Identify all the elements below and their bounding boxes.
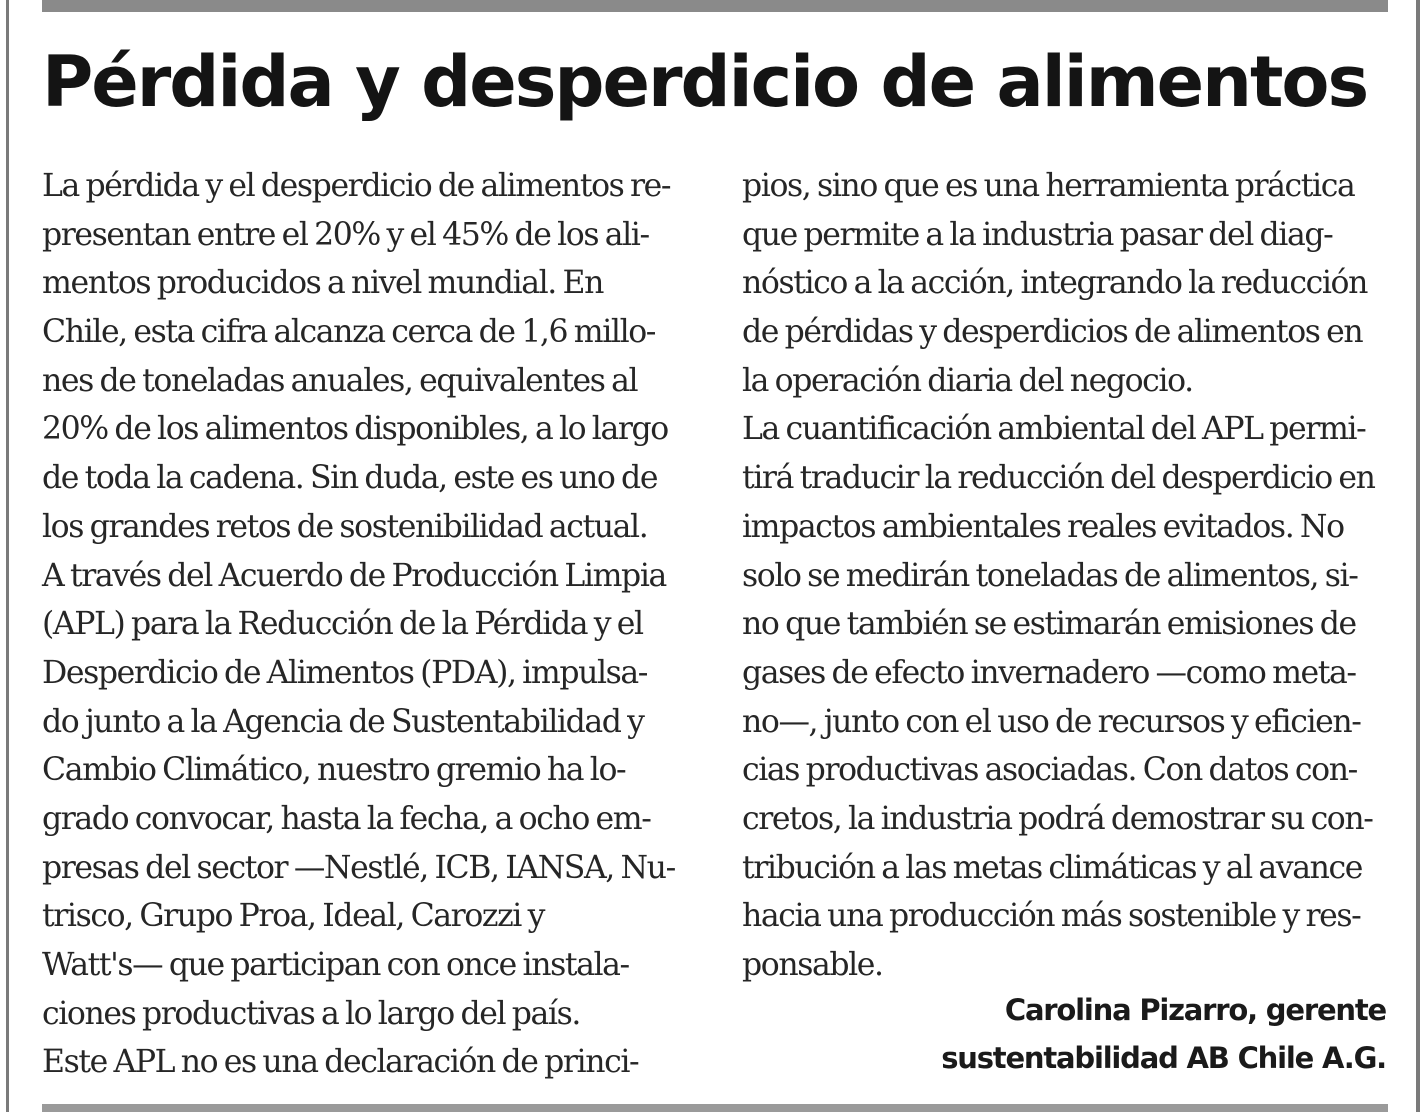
article-text-line: solo se medirán toneladas de alimentos, si-	[742, 557, 1358, 594]
article-text-line: (APL) para la Reducción de la Pérdida y el	[42, 606, 643, 643]
article-text-line: cretos, la industria podrá demostrar su con-	[742, 800, 1373, 837]
article-text-line: trisco, Grupo Proa, Ideal, Carozzi y	[42, 898, 544, 935]
article-text-line: no—, junto con el uso de recursos y eficien-	[742, 703, 1361, 740]
article-column-left	[42, 162, 702, 1087]
article-text-line: A través del Acuerdo de Producción Limpia	[42, 557, 666, 594]
author-signature-name: Carolina Pizarro, gerente	[1004, 993, 1386, 1027]
article-text-line: Este APL no es una declaración de princi-	[42, 1044, 639, 1081]
article-text-line: impactos ambientales reales evitados. No	[742, 508, 1344, 545]
article-text-line: de pérdidas y desperdicios de alimentos en	[742, 314, 1363, 351]
article-text-line: do junto a la Agencia de Sustentabilidad y	[42, 703, 644, 740]
article-text-line: La pérdida y el desperdicio de alimentos re-	[42, 168, 671, 204]
article-text-line: no que también se estimarán emisiones de	[742, 606, 1356, 643]
article-text-line: gases de efecto invernadero —como meta-	[742, 654, 1356, 691]
author-signature-organization: sustentabilidad AB Chile A.G.	[941, 1041, 1386, 1075]
article-text-line: presentan entre el 20% y el 45% de los ali-	[42, 216, 649, 253]
article-text-line: presas del sector —Nestlé, ICB, IANSA, Nu-	[42, 849, 675, 886]
left-border-rule	[6, 0, 9, 1112]
article-text-line: nes de toneladas anuales, equivalentes al	[42, 362, 638, 399]
article-text-line: ponsable.	[742, 947, 883, 983]
article-text-line: de toda la cadena. Sin duda, este es uno de	[42, 460, 658, 497]
article-text-line: 20% de los alimentos disponibles, a lo largo	[42, 411, 668, 448]
article-text-line: Desperdicio de Alimentos (PDA), impulsa-	[42, 654, 648, 691]
article-text-line: la operación diaria del negocio.	[742, 362, 1193, 399]
article-text-line: nóstico a la acción, integrando la reducción	[742, 265, 1367, 302]
article-text-line: tirá traducir la reducción del desperdicio en	[742, 460, 1375, 497]
article-text-line: pios, sino que es una herramienta práctica	[742, 168, 1355, 204]
right-border-rule	[1416, 0, 1420, 1112]
article-text-line: Cambio Climático, nuestro gremio ha lo-	[42, 752, 626, 789]
article-text-line: los grandes retos de sostenibilidad actual.	[42, 508, 648, 545]
article-text-line: hacia una producción más sostenible y res-	[742, 898, 1361, 935]
article-text-line: Watt's— que participan con once instala-	[42, 947, 629, 983]
article-column-right	[742, 162, 1402, 990]
article-text-line: grado convocar, hasta la fecha, a ocho em-	[42, 800, 651, 837]
article-text-line: La cuantificación ambiental del APL permi-	[742, 411, 1366, 448]
article-text-line: ciones productivas a lo largo del país.	[42, 995, 580, 1032]
article-text-line: tribución a las metas climáticas y al avance	[742, 849, 1362, 886]
bottom-border-rule	[42, 1104, 1388, 1112]
article-text-line: cias productivas asociadas. Con datos con-	[742, 752, 1357, 789]
article-headline: Pérdida y desperdicio de alimentos	[42, 41, 1368, 123]
article-text-line: que permite a la industria pasar del diag-	[742, 216, 1333, 253]
article-text-line: Chile, esta cifra alcanza cerca de 1,6 millo-	[42, 314, 656, 351]
top-border-bar	[42, 0, 1388, 12]
article-text-line: mentos producidos a nivel mundial. En	[42, 265, 603, 302]
